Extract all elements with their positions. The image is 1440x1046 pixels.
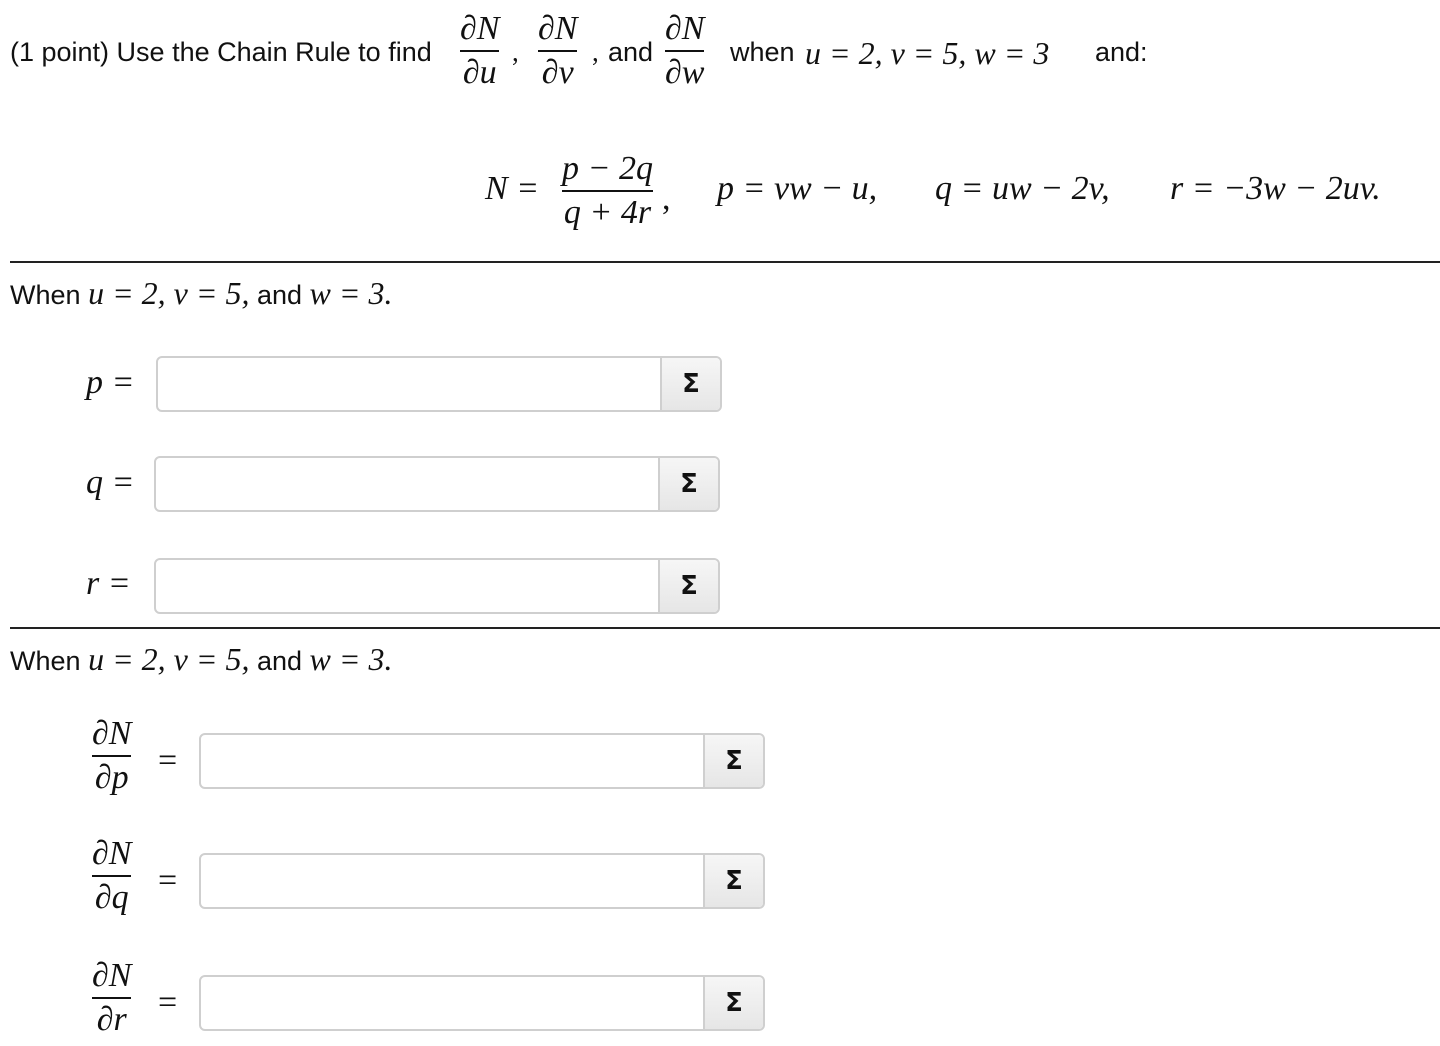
and-colon: and: bbox=[1095, 37, 1148, 67]
r-definition: r = −3w − 2uv. bbox=[1170, 170, 1381, 207]
p-answer-box bbox=[156, 356, 722, 412]
equation-editor-button[interactable]: Σ bbox=[703, 977, 763, 1029]
when-word: when bbox=[730, 37, 795, 67]
q-label: q = bbox=[86, 464, 135, 501]
fraction-dN-dw bbox=[665, 10, 704, 92]
dN-dq-answer-box bbox=[199, 853, 765, 909]
r-answer-input[interactable] bbox=[156, 560, 660, 612]
fraction-bar bbox=[92, 997, 131, 999]
fraction-numerator: ∂N bbox=[538, 10, 578, 47]
problem-prefix: (1 point) Use the Chain Rule to find bbox=[10, 37, 432, 67]
comma-separator: , bbox=[592, 37, 599, 67]
equation-editor-button[interactable]: Σ bbox=[658, 458, 718, 510]
N-lhs: N = bbox=[485, 170, 540, 207]
when-conditions: u = 2, v = 5, bbox=[88, 641, 250, 677]
header-conditions: u = 2, v = 5, w = 3 bbox=[805, 35, 1050, 71]
when-conditions: u = 2, v = 5, bbox=[88, 275, 250, 311]
w-condition: w = 3. bbox=[309, 275, 393, 311]
when-word: When bbox=[10, 280, 81, 310]
equation-editor-button[interactable]: Σ bbox=[703, 855, 763, 907]
p-label: p = bbox=[86, 364, 135, 401]
fraction-numerator: ∂N bbox=[92, 957, 132, 994]
when-word: When bbox=[10, 646, 81, 676]
fraction-bar bbox=[92, 755, 131, 757]
fraction-dN-dq bbox=[92, 835, 131, 917]
q-answer-input[interactable] bbox=[156, 458, 660, 510]
fraction-dN-du bbox=[460, 10, 499, 92]
q-definition: q = uw − 2v, bbox=[935, 170, 1110, 207]
N-denominator: q + 4r bbox=[563, 194, 652, 231]
section1-heading bbox=[10, 275, 392, 312]
comma-separator: , bbox=[512, 37, 519, 67]
N-fraction bbox=[562, 150, 653, 232]
fraction-numerator: ∂N bbox=[665, 10, 705, 47]
and-word: and bbox=[608, 37, 654, 67]
r-answer-box bbox=[154, 558, 720, 614]
fraction-bar bbox=[562, 190, 653, 192]
fraction-dN-dp bbox=[92, 715, 131, 797]
dN-dp-answer-box bbox=[199, 733, 765, 789]
p-definition: p = vw − u, bbox=[717, 170, 878, 207]
and-word: and bbox=[256, 646, 303, 676]
equation-editor-button[interactable]: Σ bbox=[703, 735, 763, 787]
fraction-numerator: ∂N bbox=[460, 10, 500, 47]
equation-editor-button[interactable]: Σ bbox=[660, 358, 720, 410]
equation-editor-button[interactable]: Σ bbox=[658, 560, 718, 612]
dN-dr-answer-box bbox=[199, 975, 765, 1031]
fraction-numerator: ∂N bbox=[92, 835, 132, 872]
dN-dr-answer-input[interactable] bbox=[201, 977, 705, 1029]
section2-heading bbox=[10, 641, 392, 678]
fraction-denominator: ∂p bbox=[94, 759, 129, 796]
w-condition: w = 3. bbox=[309, 641, 393, 677]
p-answer-input[interactable] bbox=[158, 358, 662, 410]
comma-separator: , bbox=[662, 180, 671, 217]
equals-sign: = bbox=[158, 862, 178, 899]
fraction-bar bbox=[538, 50, 577, 52]
fraction-denominator: ∂r bbox=[96, 1001, 127, 1038]
fraction-bar bbox=[92, 875, 131, 877]
fraction-numerator: ∂N bbox=[92, 715, 132, 752]
and-word: and bbox=[256, 280, 303, 310]
dN-dp-answer-input[interactable] bbox=[201, 735, 705, 787]
r-label: r = bbox=[86, 565, 131, 602]
fraction-dN-dr bbox=[92, 957, 131, 1039]
section-divider bbox=[10, 261, 1440, 263]
q-answer-box bbox=[154, 456, 720, 512]
fraction-dN-dv bbox=[538, 10, 577, 92]
dN-dq-answer-input[interactable] bbox=[201, 855, 705, 907]
formula-definitions bbox=[0, 140, 1440, 240]
equals-sign: = bbox=[158, 984, 178, 1021]
N-numerator: p − 2q bbox=[562, 150, 653, 187]
fraction-denominator: ∂q bbox=[94, 879, 129, 916]
fraction-bar bbox=[460, 50, 499, 52]
problem-statement bbox=[10, 8, 1430, 98]
equals-sign: = bbox=[158, 742, 178, 779]
fraction-denominator: ∂u bbox=[462, 54, 497, 91]
fraction-denominator: ∂w bbox=[665, 54, 705, 91]
fraction-bar bbox=[665, 50, 704, 52]
section-divider bbox=[10, 627, 1440, 629]
fraction-denominator: ∂v bbox=[541, 54, 574, 91]
